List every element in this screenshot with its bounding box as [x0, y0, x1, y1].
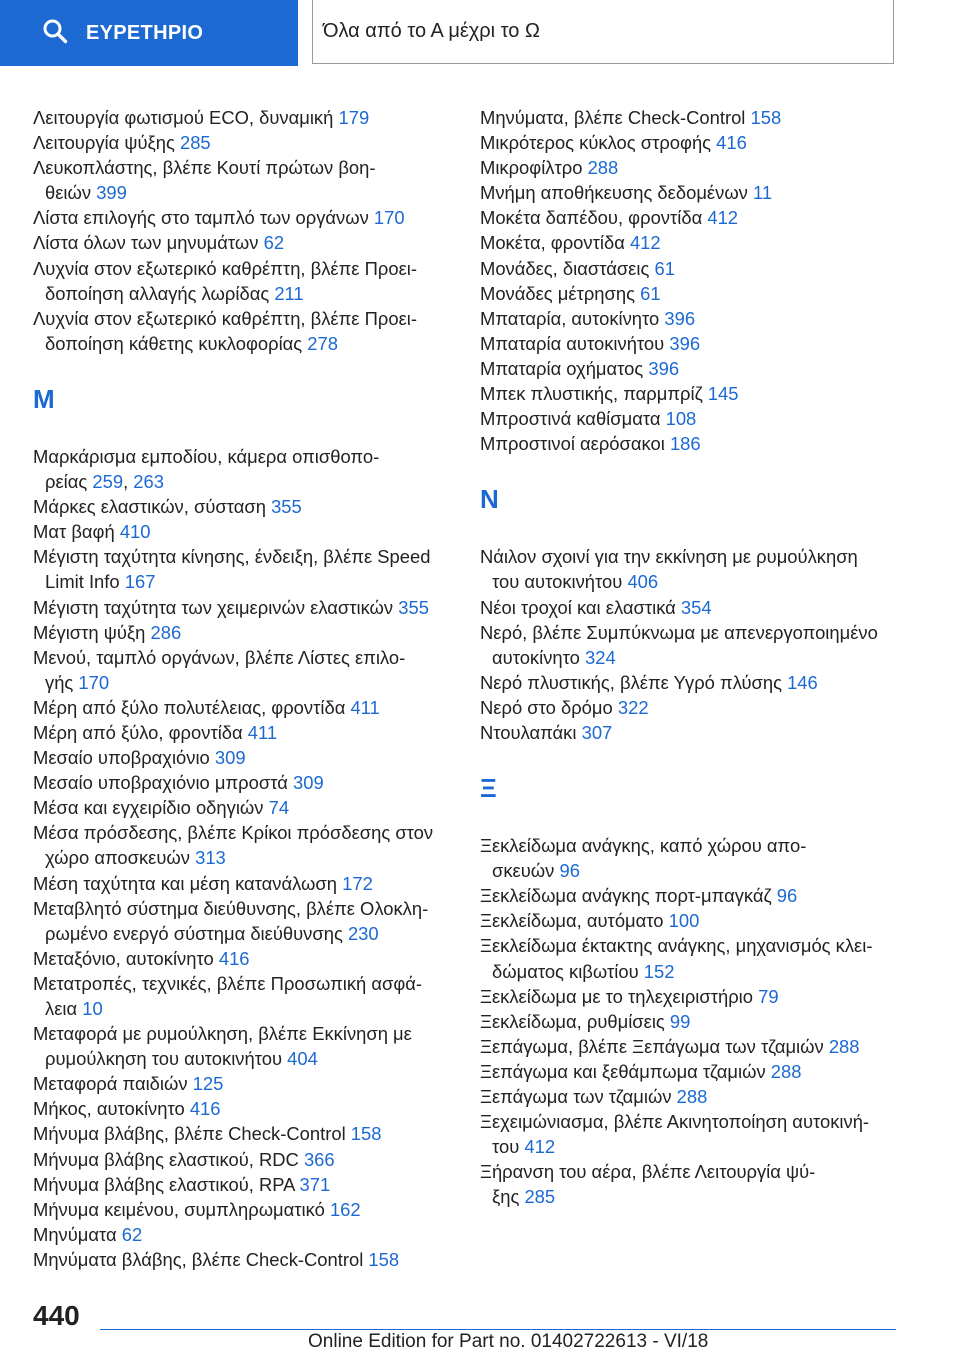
page-link[interactable]: 152: [643, 960, 675, 982]
index-entry: [480, 306, 900, 331]
page-link[interactable]: 355: [271, 496, 302, 518]
index-entry: [480, 230, 900, 255]
page-link[interactable]: 61: [654, 257, 675, 279]
header-title-text: Όλα από το Α μέχρι το Ω: [323, 20, 540, 42]
index-entry-continuation: ρυμούλκηση του αυτοκινήτου: [45, 1048, 283, 1070]
index-entry-term: Μικροφίλτρο: [480, 157, 583, 179]
page-link[interactable]: 158: [750, 107, 782, 128]
index-entry-term: Λευκοπλάστης, βλέπε Κουτί πρώτων βοη-: [33, 157, 376, 179]
index-entry: [480, 1034, 900, 1059]
index-entry: [33, 105, 453, 130]
index-entry-term: Ντουλαπάκι: [480, 721, 577, 743]
index-entry: [480, 1109, 900, 1159]
page-link[interactable]: 324: [584, 646, 616, 668]
index-entry: [480, 406, 900, 431]
index-entry: [33, 1172, 453, 1197]
index-entry: [33, 645, 453, 695]
footer-edition-text: Online Edition for Part no. 01402722613 - VI/18: [308, 1331, 709, 1352]
page-link[interactable]: 411: [350, 696, 380, 718]
index-entry-term: Ματ βαφή: [33, 521, 115, 543]
page-header: [0, 0, 960, 66]
index-entry: [33, 1096, 453, 1121]
index-tab[interactable]: [0, 0, 298, 66]
index-entry: [480, 720, 900, 745]
index-entry: [33, 230, 453, 255]
page-link[interactable]: 309: [292, 772, 324, 794]
index-entry: [480, 356, 900, 381]
index-entry-term: Λυχνία στον εξωτερικό καθρέπτη, βλέπε Προει-: [33, 257, 417, 279]
index-entry: [480, 883, 900, 908]
page-link[interactable]: 99: [669, 1010, 691, 1032]
page-link[interactable]: 416: [716, 132, 747, 154]
index-entry-term: Μπροστινά καθίσματα: [480, 408, 661, 430]
index-entry-term: Μέρη από ξύλο πολυτέλειας, φροντίδα: [33, 696, 346, 718]
index-entry-term: Νέοι τροχοί και ελαστικά: [480, 596, 676, 618]
index-entry-term: Μέσα και εγχειρίδιο οδηγιών: [33, 797, 264, 819]
index-entry: [480, 933, 900, 983]
index-entry-term: Μεταφορά με ρυμούλκηση, βλέπε Εκκίνηση με: [33, 1023, 412, 1045]
page-link[interactable]: 74: [268, 797, 290, 819]
index-entry-term: Ξεκλείδωμα με το τηλεχειριστήριο: [480, 985, 753, 1007]
index-entry: [33, 946, 453, 971]
page-link[interactable]: 211: [274, 282, 304, 304]
index-entry-term: Ξεκλείδωμα ανάγκης, καπό χώρου απο-: [480, 835, 807, 857]
index-entry-term: Ξεκλείδωμα έκτακτης ανάγκης, μηχανισμός κλει-: [480, 935, 873, 957]
index-entry: [480, 1059, 900, 1084]
page-link[interactable]: 288: [587, 157, 619, 179]
index-entry: [480, 833, 900, 883]
index-entry: [33, 620, 453, 645]
index-entry: [33, 795, 453, 820]
index-entry-term: Μήνυμα κειμένου, συμπληρωματικό: [33, 1198, 325, 1220]
page-link[interactable]: 309: [214, 747, 246, 769]
index-entry-term: Ξεχειμώνιασμα, βλέπε Ακινητοποίηση αυτοκινή-: [480, 1111, 870, 1133]
index-entry-term: Μετατροπές, τεχνικές, βλέπε Προσωπική ασφά-: [33, 972, 423, 994]
index-entry-term: Μεταβλητό σύστημα διεύθυνσης, βλέπε Ολοκλη-: [33, 897, 429, 919]
index-entry-term: Μπαταρία οχήματος: [480, 357, 644, 379]
index-entry-continuation: ρείας: [45, 471, 88, 493]
page-link[interactable]: 125: [192, 1073, 224, 1095]
index-entry-term: Μενού, ταμπλό οργάνων, βλέπε Λίστες επιλο-: [33, 646, 406, 668]
index-entry: [33, 896, 453, 946]
index-entry-term: Μπαταρία, αυτοκίνητο: [480, 307, 660, 329]
index-entry: [33, 871, 453, 896]
index-entry: [480, 595, 900, 620]
index-entry: [33, 1247, 453, 1272]
index-entry-term: Μπροστινοί αερόσακοι: [480, 433, 665, 455]
index-entry: [33, 695, 453, 720]
index-column-right: [480, 105, 900, 1209]
page-link[interactable]: 412: [629, 232, 661, 254]
page-link[interactable]: 167: [124, 571, 156, 593]
page-link[interactable]: 186: [669, 433, 701, 455]
index-entry: [33, 1021, 453, 1071]
index-entry-term: Μέσα πρόσδεσης, βλέπε Κρίκοι πρόσδεσης στον: [33, 822, 434, 844]
index-entry-term: Νερό στο δρόμο: [480, 696, 613, 718]
index-entry-continuation: Limit Info: [45, 571, 120, 593]
page-link[interactable]: 230: [347, 922, 379, 944]
index-entry-term: Λειτουργία φωτισμού ECO, δυναμική: [33, 107, 334, 128]
index-entry: [480, 281, 900, 306]
index-entry: [33, 306, 453, 356]
page-link[interactable]: 96: [776, 885, 798, 907]
index-entry: [480, 180, 900, 205]
index-entry: [33, 1147, 453, 1172]
index-entry-continuation: σκευών: [492, 860, 555, 882]
page-link[interactable]: 10: [82, 998, 103, 1019]
index-entry-term: Μέρη από ξύλο, φροντίδα: [33, 721, 243, 743]
page-link[interactable]: 61: [640, 282, 661, 304]
page-link[interactable]: 371: [299, 1173, 331, 1195]
index-entry: [480, 431, 900, 456]
index-entry: [480, 695, 900, 720]
index-entry: [480, 155, 900, 180]
page-link[interactable]: 158: [368, 1248, 400, 1270]
index-entry: [480, 620, 900, 670]
page-link[interactable]: 322: [617, 696, 649, 718]
page-link[interactable]: 158: [350, 1123, 382, 1145]
index-entry-term: Μεσαίο υποβραχιόνιο: [33, 747, 210, 769]
index-entry: [480, 381, 900, 406]
page-link[interactable]: 179: [338, 107, 370, 128]
page-link[interactable]: 285: [179, 132, 211, 154]
index-entry: [33, 494, 453, 519]
index-entry-continuation: ξης: [492, 1186, 520, 1208]
index-entry: [33, 519, 453, 544]
index-entry: [480, 105, 900, 130]
index-entry: [33, 770, 453, 795]
index-entry: [33, 971, 453, 1021]
search-icon: [42, 18, 68, 49]
index-entry: [33, 155, 453, 205]
index-entry-term: Μεταφορά παιδιών: [33, 1073, 188, 1095]
page-link[interactable]: 62: [263, 232, 285, 254]
index-entry: [33, 1197, 453, 1222]
index-entry: [480, 1159, 900, 1209]
index-entry-term: Λυχνία στον εξωτερικό καθρέπτη, βλέπε Προει-: [33, 307, 417, 329]
page-number: 440: [33, 1300, 80, 1331]
page-link[interactable]: 288: [828, 1035, 860, 1057]
page-link[interactable]: 410: [119, 521, 151, 543]
index-entry: [480, 984, 900, 1009]
index-entry: [480, 331, 900, 356]
page-link[interactable]: 411: [247, 721, 278, 743]
page-link[interactable]: 170: [78, 671, 110, 693]
page-link[interactable]: 172: [342, 872, 373, 894]
index-entry: [33, 820, 453, 870]
index-entry: [33, 1121, 453, 1146]
page-link[interactable]: 288: [770, 1060, 802, 1082]
index-entry-term: Μήνυμα βλάβης ελαστικού, RPA: [33, 1173, 295, 1195]
index-entry-term: Μοκέτα δαπέδου, φροντίδα: [480, 207, 703, 229]
index-entry-continuation: χώρο αποσκευών: [45, 847, 190, 869]
section-heading: Μ: [33, 383, 55, 414]
index-entry: [33, 1071, 453, 1096]
index-entry-term: Μοκέτα, φροντίδα: [480, 232, 625, 254]
page-link[interactable]: 62: [121, 1223, 143, 1245]
index-entry-term: Ξεκλείδωμα, ρυθμίσεις: [480, 1010, 665, 1032]
index-entry: [480, 256, 900, 281]
index-entry: [33, 205, 453, 230]
page-link[interactable]: 145: [707, 383, 739, 405]
index-entry-term: Μονάδες, διαστάσεις: [480, 257, 650, 279]
index-entry-continuation: δώματος κιβωτίου: [492, 960, 639, 982]
index-entry: [33, 256, 453, 306]
index-entry-term: Μέγιστη ταχύτητα κίνησης, ένδειξη, βλέπε Speed: [33, 546, 431, 568]
index-entry-continuation: του αυτοκινήτου: [492, 571, 623, 593]
index-entry-term: Ξεπάγωμα και ξεθάμπωμα τζαμιών: [480, 1060, 766, 1082]
index-tab-label: ΕΥΡΕΤΗΡΙΟ: [86, 21, 204, 44]
page-link[interactable]: 412: [707, 207, 739, 229]
page-link[interactable]: 416: [189, 1098, 221, 1120]
index-entry: [33, 720, 453, 745]
index-entry: [480, 670, 900, 695]
index-entry-term: Νερό πλυστικής, βλέπε Υγρό πλύσης: [480, 671, 782, 693]
page-link[interactable]: 263: [133, 471, 164, 493]
page-link[interactable]: 355: [398, 596, 429, 618]
index-entry: [33, 595, 453, 620]
index-entry-term: Μήκος, αυτοκίνητο: [33, 1098, 185, 1120]
index-entry-term: Μηνύματα, βλέπε Check-Control: [480, 107, 746, 128]
index-entry: [33, 544, 453, 594]
index-entry: [480, 205, 900, 230]
index-entry-term: Μηνύματα: [33, 1223, 117, 1245]
index-entry-term: Ξεπάγωμα των τζαμιών: [480, 1086, 672, 1107]
index-entry-continuation: δοποίηση κάθετης κυκλοφορίας: [45, 332, 303, 354]
page-link[interactable]: 162: [329, 1198, 361, 1220]
index-entry-term: Μέγιστη ταχύτητα των χειμερινών ελαστικών: [33, 596, 394, 618]
index-entry-term: Μήνυμα βλάβης, βλέπε Check-Control: [33, 1123, 346, 1145]
index-entry: [480, 130, 900, 155]
index-entry-term: Μάρκες ελαστικών, σύσταση: [33, 496, 266, 518]
page-link[interactable]: 406: [627, 571, 659, 593]
footer-divider: [100, 1329, 896, 1330]
index-entry-term: Μνήμη αποθήκευσης δεδομένων: [480, 182, 748, 204]
index-entry: Μαρκάρισμα εμποδίου, κάμερα οπισθοπο- ρείας 259, 263: [33, 445, 380, 493]
index-entry-term: Ξεκλείδωμα, αυτόματο: [480, 910, 664, 932]
section-heading: Ν: [480, 484, 499, 515]
index-entry-continuation: γής: [45, 671, 74, 693]
index-entry-term: Μεταξόνιο, αυτοκίνητο: [33, 947, 214, 969]
page-link[interactable]: 404: [287, 1048, 318, 1070]
index-entry-term: Ξεπάγωμα, βλέπε Ξεπάγωμα των τζαμιών: [480, 1035, 824, 1057]
index-entry: [33, 1222, 453, 1247]
page-link[interactable]: 96: [559, 860, 580, 882]
index-column-left: [33, 105, 453, 1272]
page-link[interactable]: 278: [307, 332, 338, 354]
index-entry: [33, 130, 453, 155]
index-entry-term: Μονάδες μέτρησης: [480, 282, 635, 304]
page-link[interactable]: 366: [303, 1148, 335, 1170]
page-link[interactable]: 100: [668, 910, 700, 932]
page-link[interactable]: 259: [92, 471, 124, 493]
page-link[interactable]: 396: [664, 307, 696, 329]
index-entry: [480, 544, 900, 594]
index-entry-term: Νάιλον σχοινί για την εκκίνηση με ρυμούλκηση: [480, 546, 858, 568]
index-entry-continuation: αυτοκίνητο: [492, 646, 580, 668]
index-entry-term: Μικρότερος κύκλος στροφής: [480, 132, 712, 154]
page-link[interactable]: 416: [218, 947, 250, 969]
index-entry-term: Μαρκάρισμα εμποδίου, κάμερα οπισθοπο-: [33, 445, 380, 467]
page-link[interactable]: 399: [96, 182, 127, 204]
index-entry-term: Λίστα επιλογής στο ταμπλό των οργάνων: [33, 207, 369, 229]
page-link[interactable]: 170: [373, 207, 405, 229]
page-link[interactable]: 285: [524, 1186, 556, 1208]
index-entry-term: Ξήρανση του αέρα, βλέπε Λειτουργία ψύ-: [480, 1161, 816, 1183]
page-link[interactable]: 108: [665, 408, 697, 430]
index-entry-continuation: θειών: [45, 182, 92, 204]
index-entry-term: Λειτουργία ψύξης: [33, 132, 175, 154]
page-link[interactable]: 307: [581, 721, 613, 743]
page-link[interactable]: 286: [150, 621, 182, 643]
index-entry-continuation: του: [492, 1136, 520, 1158]
page-link[interactable]: 354: [680, 596, 712, 618]
index-entry: [480, 1084, 900, 1109]
index-entry-term: Ξεκλείδωμα ανάγκης πορτ-μπαγκάζ: [480, 885, 772, 907]
page-link[interactable]: 11: [753, 182, 773, 204]
page-link[interactable]: 396: [648, 357, 680, 379]
page-link[interactable]: 412: [524, 1136, 556, 1158]
index-entry-term: Μεσαίο υποβραχιόνιο μπροστά: [33, 772, 288, 794]
index-entry-term: Μέγιστη ψύξη: [33, 621, 146, 643]
index-entry: [480, 1009, 900, 1034]
index-entry: [33, 745, 453, 770]
section-heading: Ξ: [480, 773, 497, 804]
index-entry-term: Λίστα όλων των μηνυμάτων: [33, 232, 259, 254]
page-link[interactable]: 146: [787, 671, 818, 693]
index-entry-continuation: λεια: [45, 998, 78, 1019]
index-entry-term: Μπεκ πλυστικής, παρμπρίζ: [480, 383, 703, 405]
page-link[interactable]: 396: [669, 332, 701, 354]
header-title: [312, 0, 894, 64]
index-entry-continuation: ρωμένο ενεργό σύστημα διεύθυνσης: [45, 922, 343, 944]
index-entry: [480, 908, 900, 933]
index-entry-term: Μήνυμα βλάβης ελαστικού, RDC: [33, 1148, 299, 1170]
index-entry-term: Νερό, βλέπε Συμπύκνωμα με απενεργοποιημένο: [480, 621, 878, 643]
index-entry-term: Μηνύματα βλάβης, βλέπε Check-Control: [33, 1248, 364, 1270]
page-link[interactable]: 288: [676, 1086, 708, 1107]
page-link[interactable]: 79: [758, 985, 779, 1007]
page-link[interactable]: 313: [195, 847, 226, 869]
index-entry-term: Μέση ταχύτητα και μέση κατανάλωση: [33, 872, 337, 894]
index-entry-term: Μπαταρία αυτοκινήτου: [480, 332, 665, 354]
index-entry-continuation: δοποίηση αλλαγής λωρίδας: [45, 282, 270, 304]
